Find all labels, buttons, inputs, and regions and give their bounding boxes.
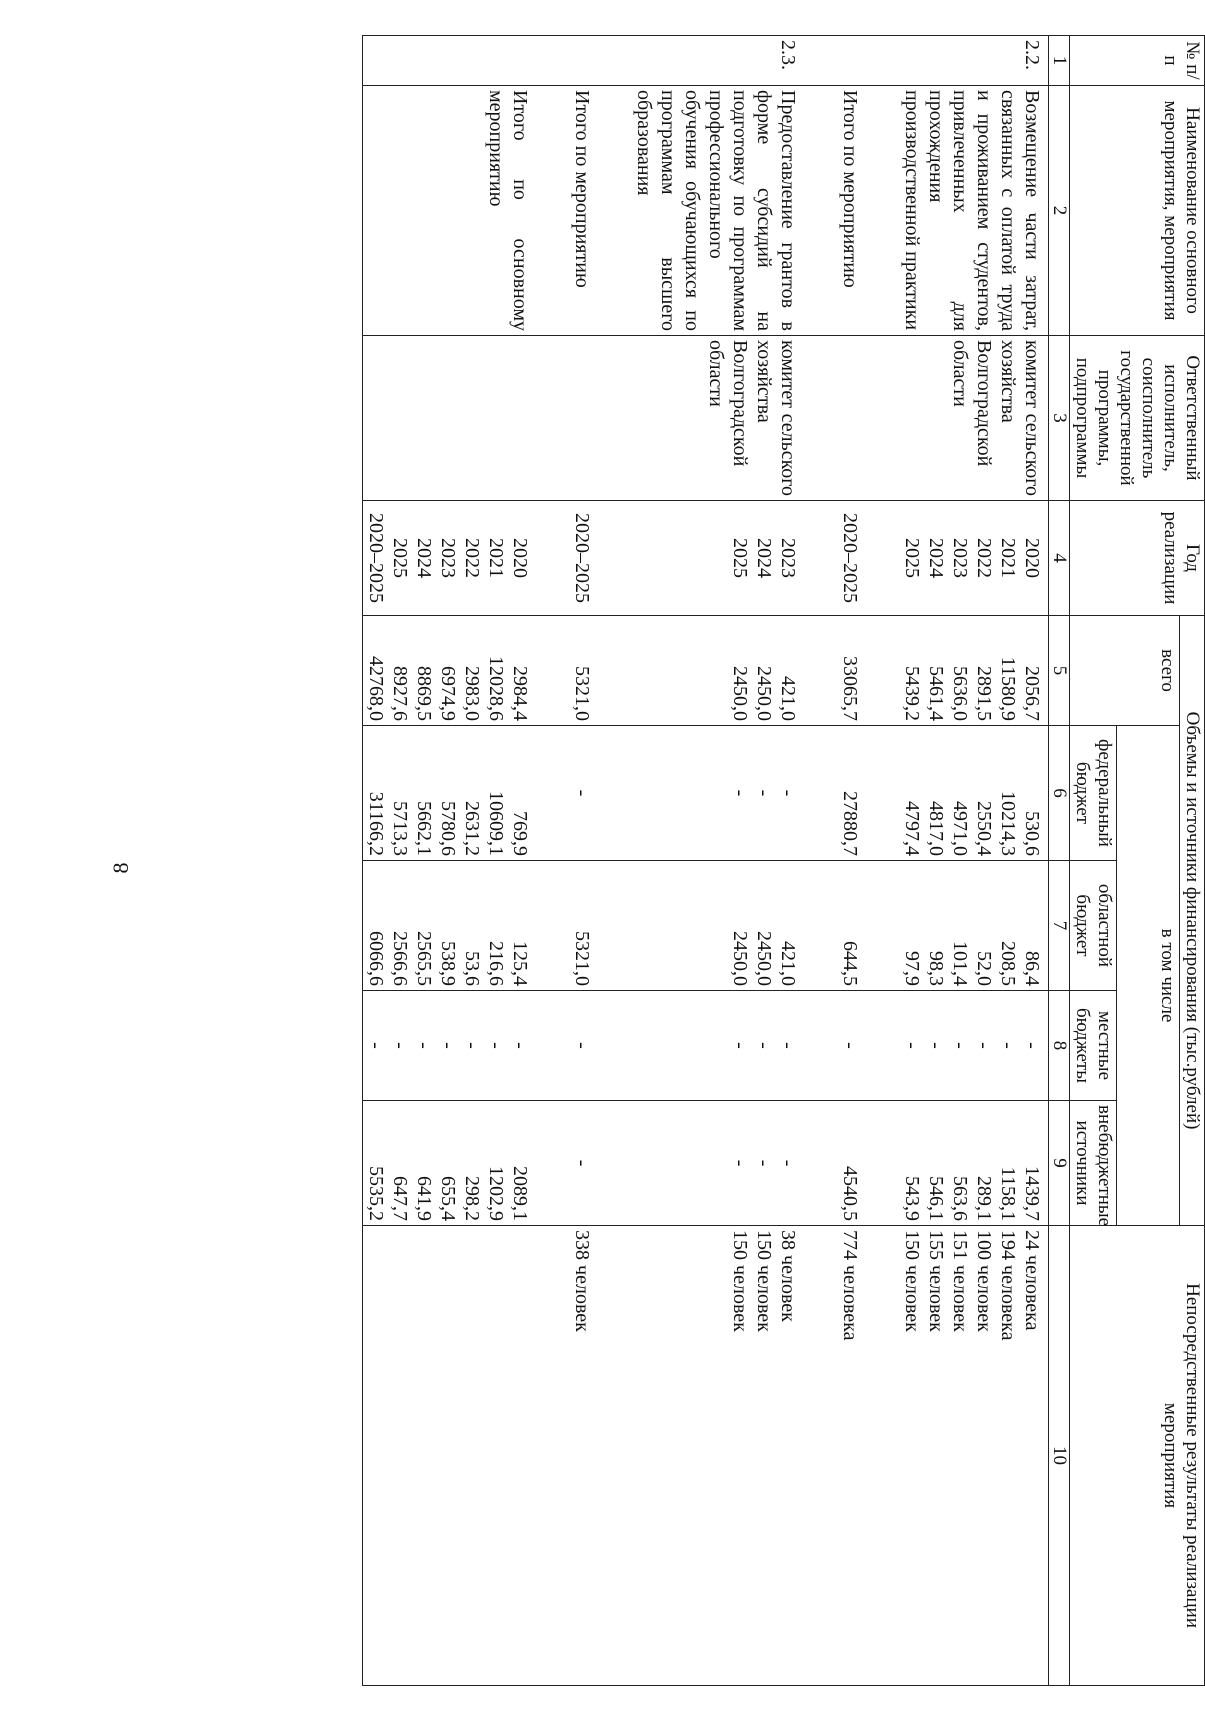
spacer-row [801, 36, 837, 1686]
subtotal-federal: 27880,7 [837, 726, 863, 861]
row-local: - - - - - - [899, 991, 1049, 1101]
header-total: всего [1070, 616, 1180, 726]
row-total: 2056,7 11580,9 2891,5 5636,0 5461,4 5439,2 [899, 616, 1049, 726]
rotated-table-wrapper [115, 35, 1205, 1685]
subtotal-row [569, 36, 595, 1686]
row-results: 38 человек 150 человек 150 человек [631, 1226, 801, 1686]
row-federal: 530,6 10214,3 2550,4 4971,0 4817,0 4797,4 [899, 726, 1049, 861]
row-years: 2023 2024 2025 [631, 501, 801, 616]
subtotal-extra: 4540,5 [837, 1101, 863, 1226]
col-number: 7 [1049, 861, 1070, 991]
header-local: местные бюджеты [1070, 991, 1117, 1101]
main-total-local: - - - - - - - [363, 991, 534, 1101]
main-total-regional: 125,4 216,6 53,6 538,9 2565,5 2566,6 6066,6 [363, 861, 534, 991]
subtotal-extra: - [569, 1101, 595, 1226]
row-name: Возмещение части затрат, связанных с оплатой труда и проживанием студентов, привлеченных для прохождения производственной практики [899, 86, 1049, 336]
col-number: 10 [1049, 1226, 1070, 1686]
col-number: 3 [1049, 336, 1070, 501]
col-number: 8 [1049, 991, 1070, 1101]
main-total-label: Итого по основному мероприятию [363, 86, 534, 336]
page-number: 8 [108, 862, 133, 874]
header-regional: областной бюджет [1070, 861, 1117, 991]
header-name: Наименование основного мероприятия, мероприятия [1070, 86, 1205, 336]
row-total: 421,0 2450,0 2450,0 [631, 616, 801, 726]
row-federal: - - - [631, 726, 801, 861]
spacer-row [595, 36, 631, 1686]
col-number: 1 [1049, 36, 1070, 86]
subtotal-total: 33065,7 [837, 616, 863, 726]
header-executor: Ответственный исполнитель, соисполнитель государственной программы, подпрограммы [1070, 336, 1205, 501]
subtotal-total: 5321,0 [569, 616, 595, 726]
spacer-row [863, 36, 899, 1686]
subtotal-local: - [569, 991, 595, 1101]
main-total-years: 2020 2021 2022 2023 2024 2025 2020–2025 [363, 501, 534, 616]
header-no: № п/п [1070, 36, 1205, 86]
row-no: 2.2. [899, 36, 1049, 86]
row-extra: 1439,7 1158,1 289,1 563,6 546,1 543,9 [899, 1101, 1049, 1226]
subtotal-label: Итого по мероприятию [569, 86, 595, 336]
subtotal-federal: - [569, 726, 595, 861]
subtotal-years: 2020–2025 [837, 501, 863, 616]
row-executor: комитет сельского хозяйства Волгоградской области [631, 336, 801, 501]
header-funding: Объемы и источники финансирования (тыс.рублей) [1180, 616, 1205, 1226]
row-regional: 86,4 208,5 52,0 101,4 98,3 97,9 [899, 861, 1049, 991]
header-in-that: в том числе [1117, 726, 1180, 1226]
subtotal-regional: 5321,0 [569, 861, 595, 991]
header-federal: федеральный бюджет [1070, 726, 1117, 861]
main-total-row [363, 36, 534, 1686]
row-no: 2.3. [631, 36, 801, 86]
subtotal-regional: 644,5 [837, 861, 863, 991]
subtotal-label: Итого по мероприятию [837, 86, 863, 336]
table-row [899, 36, 1049, 1686]
row-extra: - - - [631, 1101, 801, 1226]
main-total-federal: 769,9 10609,1 2631,2 5780,6 5662,1 5713,3 31166,2 [363, 726, 534, 861]
col-number: 9 [1049, 1101, 1070, 1226]
main-total-total: 2984,4 12028,6 2983,0 6974,9 8869,5 8927,6 42768,0 [363, 616, 534, 726]
subtotal-row [837, 36, 863, 1686]
header-results: Непосредственные результаты реализации мероприятия [1070, 1226, 1205, 1686]
col-number: 2 [1049, 86, 1070, 336]
col-number: 5 [1049, 616, 1070, 726]
column-number-row [1049, 36, 1070, 1686]
row-years: 2020 2021 2022 2023 2024 2025 [899, 501, 1049, 616]
col-number: 4 [1049, 501, 1070, 616]
row-regional: 421,0 2450,0 2450,0 [631, 861, 801, 991]
subtotal-local: - [837, 991, 863, 1101]
header-extra: внебюджетные источники [1070, 1101, 1117, 1226]
header-year: Год реализации [1070, 501, 1205, 616]
subtotal-results: 338 человек [569, 1226, 595, 1686]
table-row [631, 36, 801, 1686]
row-executor: комитет сельского хозяйства Волгоградской области [899, 336, 1049, 501]
subtotal-results: 774 человека [837, 1226, 863, 1686]
subtotal-years: 2020–2025 [569, 501, 595, 616]
row-results: 24 человека 194 человека 100 человек 151 человек 155 человек 150 человек [899, 1226, 1049, 1686]
main-total-extra: 2089,1 1202,9 298,2 655,4 641,9 647,7 5535,2 [363, 1101, 534, 1226]
row-name: Предоставление грантов в форме субсидий на подготовку по программам профессионального обучения обучающихся по программам высшего образования [631, 86, 801, 336]
funding-table [362, 35, 1205, 1686]
col-number: 6 [1049, 726, 1070, 861]
row-local: - - - [631, 991, 801, 1101]
spacer-row [533, 36, 569, 1686]
